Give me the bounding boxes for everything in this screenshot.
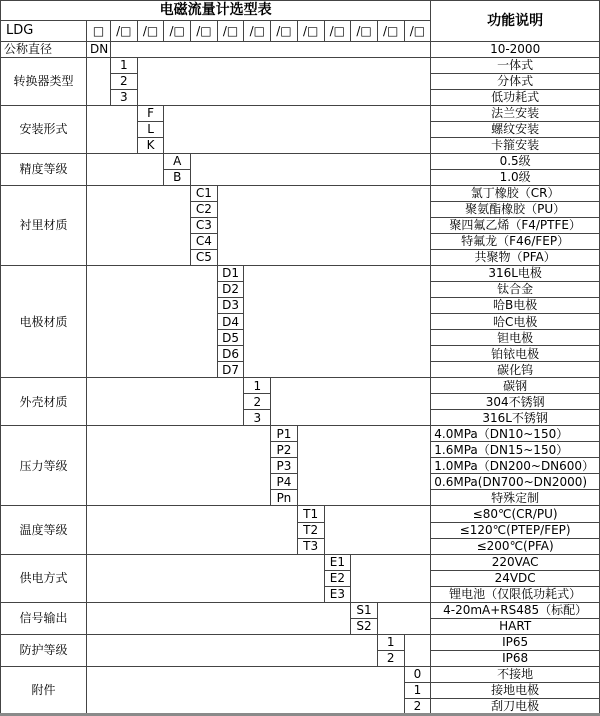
model-code-slot: /□ (404, 21, 431, 42)
category-temperature-rating: 温度等级 (1, 506, 87, 554)
option-desc: 不接地 (431, 666, 600, 682)
option-desc: 316L电极 (431, 266, 600, 282)
option-code: 1 (377, 634, 404, 650)
option-desc: ≤120℃(PTEP/FEP) (431, 522, 600, 538)
option-code: E2 (324, 570, 351, 586)
category-housing-material: 外壳材质 (1, 378, 87, 426)
option-desc: 刮刀电极 (431, 698, 600, 714)
option-desc: 铂铱电极 (431, 346, 600, 362)
option-desc: 24VDC (431, 570, 600, 586)
option-desc: ≤80℃(CR/PU) (431, 506, 600, 522)
spacer-cell (87, 506, 298, 554)
spacer-cell (137, 58, 431, 106)
option-code: 0 (404, 666, 431, 682)
option-code: P1 (271, 426, 298, 442)
option-desc: 4.0MPa（DN10~150） (431, 426, 600, 442)
spacer-cell (351, 554, 431, 602)
option-desc: 1.0级 (431, 170, 600, 186)
spacer-cell (87, 186, 191, 266)
option-code: A (164, 154, 191, 170)
spacer-cell (87, 58, 111, 106)
option-code: DN (87, 42, 111, 58)
option-code: 2 (244, 394, 271, 410)
model-code-prefix: LDG (1, 21, 87, 42)
category-liner-material: 衬里材质 (1, 186, 87, 266)
option-code: C2 (191, 202, 218, 218)
spacer-cell (164, 106, 431, 154)
option-code: E1 (324, 554, 351, 570)
option-code: 1 (244, 378, 271, 394)
option-code: D5 (217, 330, 244, 346)
model-code-slot: /□ (351, 21, 378, 42)
spacer-cell (87, 106, 138, 154)
option-code: C3 (191, 218, 218, 234)
spacer-cell (87, 154, 164, 186)
option-code: Pn (271, 490, 298, 506)
category-converter-type: 转换器类型 (1, 58, 87, 106)
spacer-cell (111, 42, 431, 58)
spacer-cell (377, 602, 430, 634)
spacer-cell (191, 154, 431, 186)
category-accuracy-class: 精度等级 (1, 154, 87, 186)
model-code-slot: /□ (271, 21, 298, 42)
spacer-cell (324, 506, 431, 554)
option-desc: 分体式 (431, 74, 600, 90)
function-column-header: 功能说明 (431, 1, 600, 42)
table-title: 电磁流量计选型表 (1, 1, 431, 21)
spacer-cell (87, 554, 325, 602)
option-desc: 特氟龙（F46/FEP） (431, 234, 600, 250)
option-code: C1 (191, 186, 218, 202)
option-code: L (137, 122, 164, 138)
option-code: S1 (351, 602, 378, 618)
option-code: S2 (351, 618, 378, 634)
category-signal-output: 信号输出 (1, 602, 87, 634)
option-code: 2 (111, 74, 138, 90)
option-desc: HART (431, 618, 600, 634)
option-desc: 1.0MPa（DN200~DN600） (431, 458, 600, 474)
option-code: C5 (191, 250, 218, 266)
category-power-supply: 供电方式 (1, 554, 87, 602)
option-desc: IP65 (431, 634, 600, 650)
spacer-cell (244, 266, 431, 378)
option-code: 2 (377, 650, 404, 666)
option-desc: 碳化钨 (431, 362, 600, 378)
option-desc: 低功耗式 (431, 90, 600, 106)
spacer-cell (297, 426, 430, 506)
option-code: D2 (217, 282, 244, 298)
model-code-slot: /□ (164, 21, 191, 42)
spacer-cell (87, 426, 271, 506)
option-desc: 1.6MPa（DN15~150） (431, 442, 600, 458)
option-code: 2 (404, 698, 431, 714)
option-desc: 特殊定制 (431, 490, 600, 506)
spacer-cell (87, 634, 378, 666)
option-code: 1 (404, 682, 431, 698)
option-desc: 220VAC (431, 554, 600, 570)
option-code: T3 (297, 538, 324, 554)
option-code: P3 (271, 458, 298, 474)
spacer-cell (271, 378, 431, 426)
option-desc: 4-20mA+RS485（标配） (431, 602, 600, 618)
option-desc: 钽电极 (431, 330, 600, 346)
option-desc: 螺纹安装 (431, 122, 600, 138)
spacer-cell (87, 602, 351, 634)
option-desc: 氯丁橡胶（CR） (431, 186, 600, 202)
option-code: 1 (111, 58, 138, 74)
option-desc: ≤200℃(PFA) (431, 538, 600, 554)
option-desc: 接地电极 (431, 682, 600, 698)
option-code: D6 (217, 346, 244, 362)
option-code: T1 (297, 506, 324, 522)
option-desc: 钛合金 (431, 282, 600, 298)
option-desc: 共聚物（PFA） (431, 250, 600, 266)
option-desc: 聚氨酯橡胶（PU） (431, 202, 600, 218)
option-code: P4 (271, 474, 298, 490)
option-desc: 法兰安装 (431, 106, 600, 122)
option-desc: 锂电池（仅限低功耗式） (431, 586, 600, 602)
spacer-cell (217, 186, 431, 266)
option-desc: 哈B电极 (431, 298, 600, 314)
category-nominal-diameter: 公称直径 (1, 42, 87, 58)
option-code: K (137, 138, 164, 154)
model-code-slot: /□ (377, 21, 404, 42)
spacer-cell (404, 634, 431, 666)
option-desc: 哈C电极 (431, 314, 600, 330)
option-desc: 0.5级 (431, 154, 600, 170)
option-code: D4 (217, 314, 244, 330)
option-code: C4 (191, 234, 218, 250)
model-code-slot: /□ (297, 21, 324, 42)
spacer-cell (87, 378, 244, 426)
option-desc: 卡箍安装 (431, 138, 600, 154)
option-desc: IP68 (431, 650, 600, 666)
model-code-slot: /□ (137, 21, 164, 42)
spacer-cell (87, 666, 405, 714)
model-code-base-slot: □ (87, 21, 111, 42)
model-code-slot: /□ (324, 21, 351, 42)
option-desc: 0.6MPa(DN700~DN2000) (431, 474, 600, 490)
spacer-cell (87, 266, 218, 378)
option-code: D7 (217, 362, 244, 378)
option-desc: 聚四氟乙烯（F4/PTFE） (431, 218, 600, 234)
option-code: F (137, 106, 164, 122)
model-code-slot: /□ (217, 21, 244, 42)
model-code-slot: /□ (244, 21, 271, 42)
option-code: D3 (217, 298, 244, 314)
option-desc: 316L不锈钢 (431, 410, 600, 426)
option-code: B (164, 170, 191, 186)
option-code: T2 (297, 522, 324, 538)
category-pressure-rating: 压力等级 (1, 426, 87, 506)
option-code: 3 (244, 410, 271, 426)
option-code: 3 (111, 90, 138, 106)
option-desc: 10-2000 (431, 42, 600, 58)
model-code-slot: /□ (111, 21, 138, 42)
option-desc: 一体式 (431, 58, 600, 74)
option-code: E3 (324, 586, 351, 602)
category-accessories: 附件 (1, 666, 87, 714)
category-installation-type: 安装形式 (1, 106, 87, 154)
category-electrode-material: 电极材质 (1, 266, 87, 378)
option-code: P2 (271, 442, 298, 458)
model-code-slot: /□ (191, 21, 218, 42)
option-code: D1 (217, 266, 244, 282)
option-desc: 304不锈钢 (431, 394, 600, 410)
category-protection-rating: 防护等级 (1, 634, 87, 666)
option-desc: 碳钢 (431, 378, 600, 394)
